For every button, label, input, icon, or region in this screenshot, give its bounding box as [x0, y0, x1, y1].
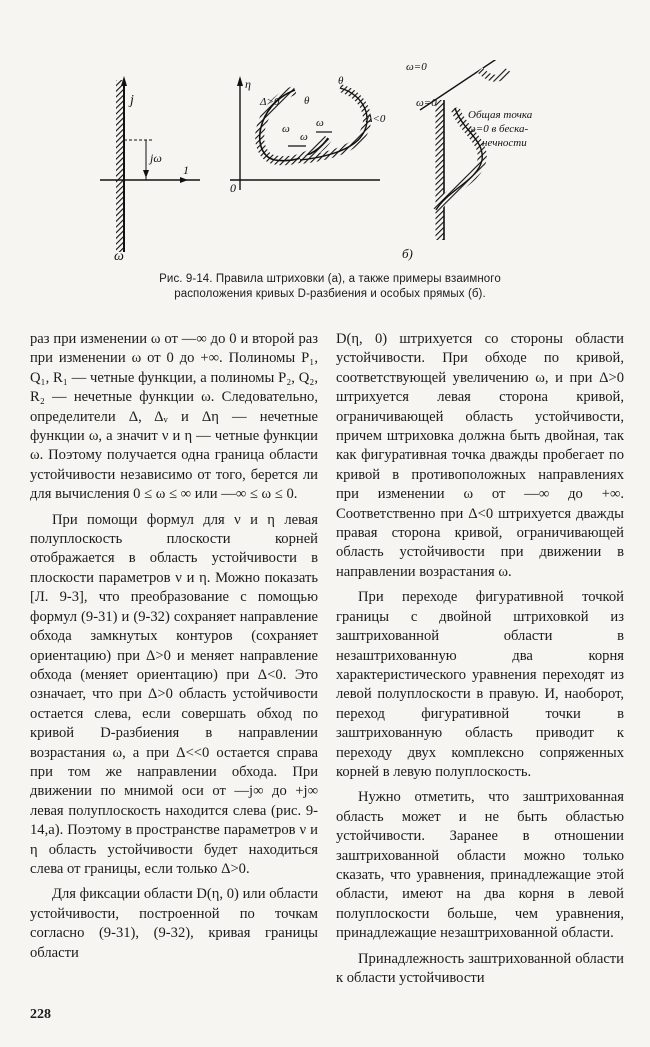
omega-zero-top: ω=0 [406, 61, 427, 73]
omega-label-3: ω [300, 131, 308, 143]
left-paragraph-1: раз при изменении ω от —∞ до 0 и второй раз при изменении ω от 0 до +∞. Полиномы P₁, Q₁, R₁ — четные функции, а полиномы P₂, Q₂, R₂ — нечетные функции ω. Следовательно, определители Δ, Δᵥ и Δη — нечетные функции ω, а значит ν и η — четные функции ω. Поэтому получается одна граница области устойчивости независимо от того, берется ли для вычисления 0 ≤ ω ≤ ∞ или —∞ ≤ ω ≤ 0. [30, 331, 318, 503]
omega-bottom-label: ω [114, 249, 124, 264]
hatched-band [116, 80, 124, 252]
annotation-line1: Общая точка [468, 109, 533, 121]
caption-line-2: расположения кривых D-разбиения и особых прямых (б). [174, 288, 486, 300]
panel-b-right-plot [406, 60, 533, 240]
marker-label: jω [150, 151, 162, 165]
left-column [30, 330, 318, 963]
right-paragraph-2: При переходе фигуративной точкой границы с двойной штриховкой из заштрихованной области в незаштрихованную два корня характеристического уравнения переходят из левой полуплоскости в правую. И, наоборот, переход фигуративной точки в заштрихованную область приводит к переходу двух комплексно сопряженных корней в левую полуплоскость. [336, 589, 624, 780]
left-paragraph-2: При помощи формул для ν и η левая полуплоскость плоскости корней отображается в область устойчивости в плоскости параметров ν и η. Можно показать [Л. 9-3], что преобразование с помощью формул (9-31) и (9-32) сохраняет направление обхода замкнутых контуров (сохраняет ориентацию) при Δ>0 и меняет направление обхода (меняет ориентацию) при Δ<0. Это означает, что при Δ>0 область устойчивости остается слева, если совершать обход по кривой D-разбиения в направлении возрастания ω, а при Δ<<0 остается справа при том же направлении обхода. При движении по мнимой оси от —j∞ до +j∞ левая полуплоскость находится слева (рис. 9-14,а). Поэтому в пространстве параметров ν и η область устойчивости будет находиться слева от границы, если только Δ>0. [30, 511, 318, 877]
annotation-line2: ω=0 в беска- [468, 123, 529, 135]
right-column [336, 330, 624, 988]
caption-line-1: Рис. 9-14. Правила штриховки (а), а также примеры взаимного [159, 273, 501, 285]
axis-real-label: 1 [183, 163, 189, 177]
omega-label-2: ω [316, 117, 324, 129]
annotation-line3: нечности [482, 137, 527, 149]
left-paragraph-3: Для фиксации области D(η, 0) или области устойчивости, построенной по точкам согласно (9-31), (9-32), кривая границы области [30, 886, 318, 961]
figure-9-14 [90, 60, 560, 275]
omega-zero-side: ω=0 [416, 97, 437, 109]
panel-a-plot [100, 76, 200, 264]
page-number: 228 [30, 1007, 51, 1022]
origin-label: 0 [230, 181, 236, 195]
right-paragraph-3: Нужно отметить, что заштрихованная область может и не быть областью устойчивости. Заранее в отношении заштрихованной области можно только сказать, что уравнения, принадлежащие этой области, имеют на два корня в левой полуплоскости больше, чем уравнения, принадлежащие незаштрихованной области. [336, 789, 624, 942]
eta-label: η [245, 77, 251, 91]
panel-b-left-plot [230, 75, 386, 195]
right-paragraph-1: D(η, 0) штрихуется со стороны области устойчивости. При обходе по кривой, соответствующей увеличению ω, и при Δ>0 штрихуется левая сторона кривой, ограничивающей область устойчивости, причем штриховка должна быть двойная, так как фигуративная точка дважды пробегает по кривой в противоположных направлениях при изменении ω от —∞ до +∞. Соответственно при Δ<0 штрихуется дважды правая сторона кривой, ограничивающей область устойчивости при движении в направлении возрастания ω. [336, 331, 624, 580]
axis-imag-label: j [130, 93, 134, 108]
theta-label-1: θ [304, 95, 310, 107]
panel-b-label: б) [402, 246, 413, 261]
delta-neg-label: Δ<0 [366, 113, 386, 125]
omega-label-1: ω [282, 123, 290, 135]
theta-label-2: θ [338, 75, 344, 87]
right-paragraph-4: Принадлежность заштрихованной области к области устойчивости [336, 950, 624, 986]
figure-caption [110, 272, 550, 302]
delta-pos-label: Δ>0 [260, 96, 280, 108]
